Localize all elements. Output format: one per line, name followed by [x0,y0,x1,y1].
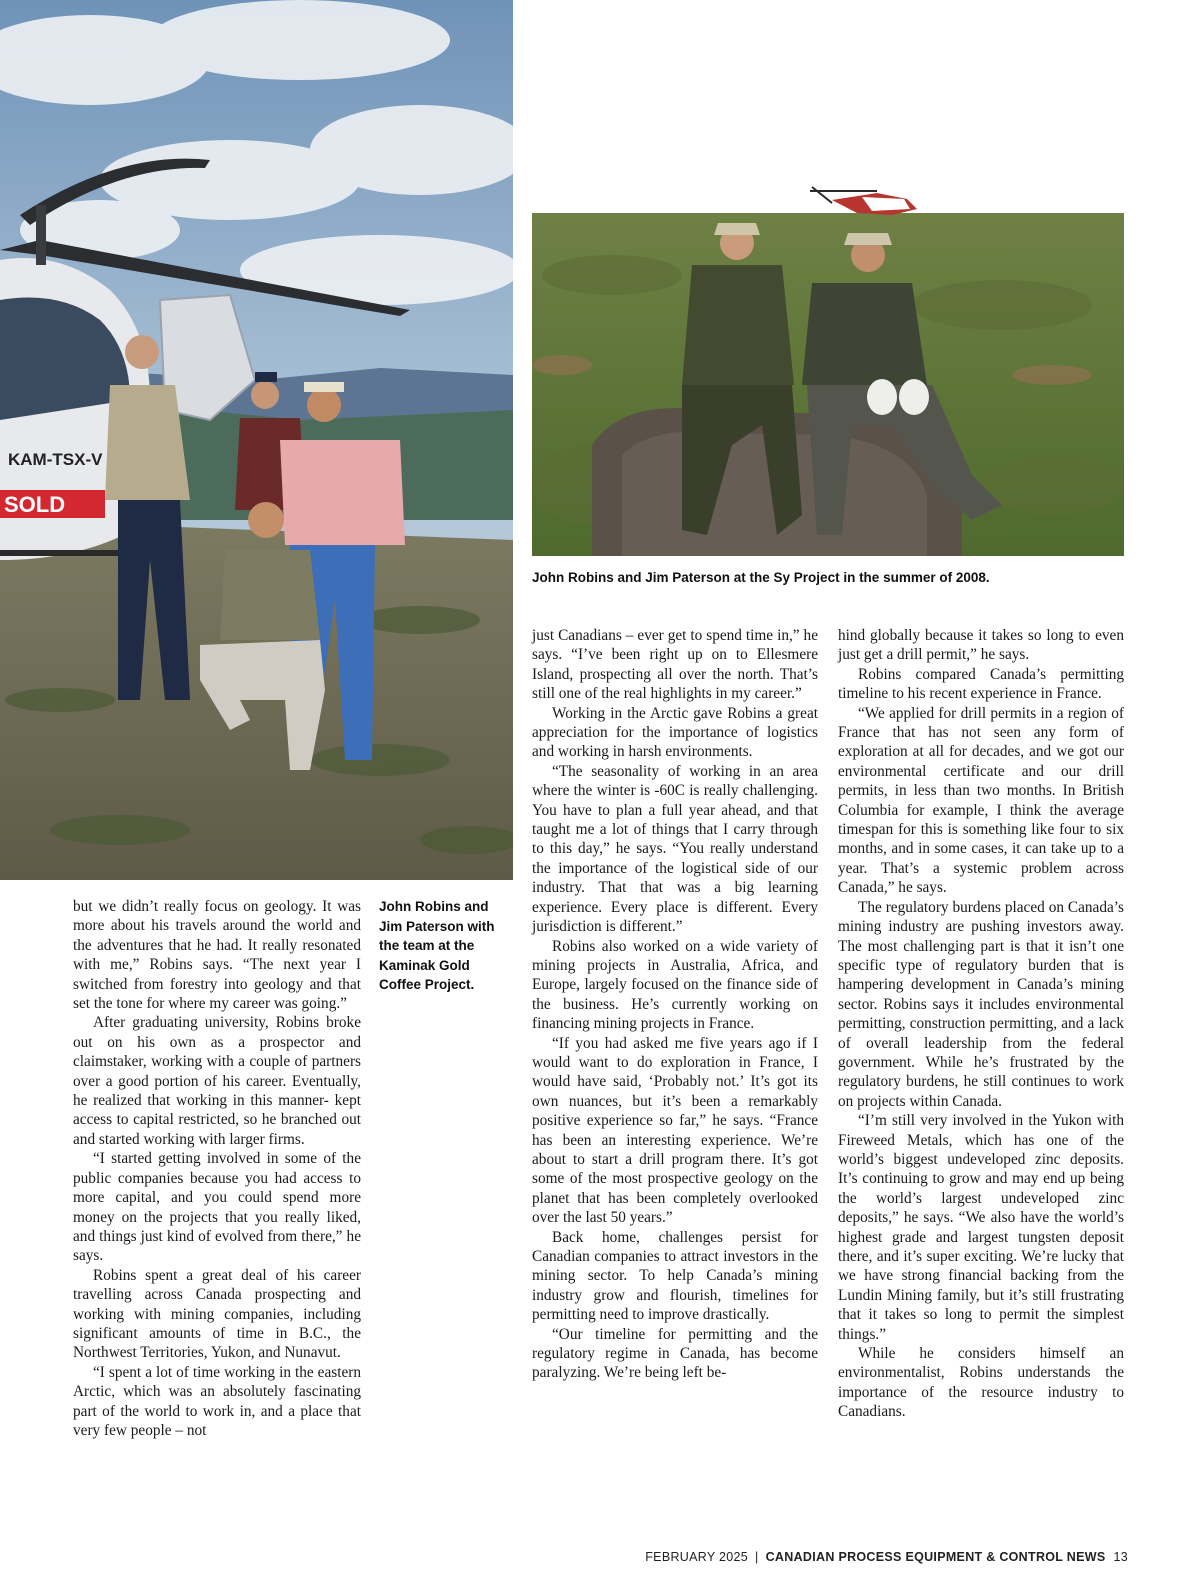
page-footer [645,1550,1128,1564]
paragraph: Robins also worked on a wide variety of mining projects in Australia, Africa, and Europe, largely focused on the finance side of the business. He’s currently working on financing mining projects in France. [532,937,818,1033]
paragraph: but we didn’t really focus on geology. It was more about his travels around the world and the adventures that he had. It really resonated with me,” Robins says. “The next year I switched from forestry into geology and that set the tone for where my career was going.” [73,898,361,1013]
article-column-2 [532,626,818,1383]
paragraph: Robins compared Canada’s permitting timeline to his recent experience in France. [838,665,1124,703]
photo-sy-project-graphic [532,185,1124,556]
paragraph: The regulatory burdens placed on Canada’s mining industry are pushing investors away. The most challenging part is that it isn’t one specific type of regulatory burden that is hampering development in Canada’s mining sector. Robins says it includes environmental permitting, construction permitting, and a lack of overall leadership from the federal government. While he’s frustrated by the regulatory burdens, he still continues to work on projects within Canada. [838,898,1124,1110]
photo-caption-helicopter-team: John Robins and Jim Paterson with the team at the Kaminak Gold Coffee Project. [379,899,495,992]
article-column-3 [838,626,1124,1422]
paragraph: “I’m still very involved in the Yukon with Fireweed Metals, which has one of the world’s biggest undeveloped zinc deposits. It’s continuing to grow and may end up being the world’s largest undeveloped zinc deposits,” he says. “We also have the world’s highest grade and largest tungsten deposit there, and it’s super exciting. We’re lucky that we have strong financial backing from the Lundin Mining family, but it’s still frustrating that it takes so long to permit the simplest things.” [838,1112,1124,1343]
footer-date: FEBRUARY 2025 [645,1550,749,1564]
paragraph: Robins spent a great deal of his career travelling across Canada prospecting and working with mining companies, including significant amounts of time in B.C., the Northwest Territories, Yukon, and Nunavut. [73,1266,361,1362]
article-column-1 [73,897,361,1440]
helicopter-registration: KAM-TSX-V [8,450,103,469]
paragraph: just Canadians – ever get to spend time in,” he says. “I’ve been right up on to Ellesmere Island, prospecting all over the north. That’s still one of the real highlights in my career.” [532,627,818,703]
paragraph: “I spent a lot of time working in the eastern Arctic, which was an absolutely fascinating part of the world to work in, and a place that very few people – not [73,1363,361,1439]
paragraph: “Our timeline for permitting and the regulatory regime in Canada, has become paralyzing. We’re being left be- [532,1325,818,1382]
paragraph: Working in the Arctic gave Robins a great appreciation for the importance of logistics and working in harsh environments. [532,704,818,761]
paragraph: After graduating university, Robins broke out on his own as a prospector and claimstaker, working with a couple of partners over a good portion of his career. Eventually, he realized that working in this manner- kept access to capital restricted, so he branched out and started working with larger firms. [73,1014,361,1148]
paragraph: “I started getting involved in some of the public companies because you had access to more capital, and you could spend more money on the projects that you really liked, and things just kind of evolved from there,” he says. [73,1150,361,1265]
page-number: 13 [1113,1550,1128,1564]
paragraph: “We applied for drill permits in a region of France that has not seen any form of exploration at all for decades, and we got our environmental certificate and our drill permits, in less than two months. In British Columbia for example, I think the average timespan for this is something like four to six months, and in some cases, it can take up to a year. That’s a systemic problem across Canada,” he says. [838,704,1124,897]
paragraph: While he considers himself an environmentalist, Robins understands the importance of the resource industry to Canadians. [838,1345,1124,1421]
photo-helicopter-team [0,0,513,880]
footer-separator: | [755,1550,759,1564]
sold-sign-text: SOLD [4,492,66,517]
paragraph: Back home, challenges persist for Canadian companies to attract investors in the mining sector. To help Canada’s mining industry grow and flourish, timelines for permitting need to improve drastically. [532,1228,818,1324]
paragraph: “The seasonality of working in an area where the winter is -60C is really challenging. You have to plan a full year ahead, and that taught me a lot of things that I carry through to this day,” he says. “You really understand the importance of the logistical side of our industry. That that was a big learning experience. Every place is different. Every jurisdiction is different.” [532,762,818,936]
paragraph: “If you had asked me five years ago if I would want to do exploration in France, I would have said, ‘Probably not.’ It’s got its own nuances, but it’s been a remarkably positive experience so far,” he says. “France has been an interesting experience. We’re about to start a drill program there. It’s got some of the most prospective geology on the planet that has been completely overlooked over the last 50 years.” [532,1034,818,1227]
photo-caption-sy-project: John Robins and Jim Paterson at the Sy Project in the summer of 2008. [532,570,990,585]
photo-helicopter-team-graphic [0,0,513,880]
paragraph: hind globally because it takes so long to even just get a drill permit,” he says. [838,627,1124,664]
photo-sy-project [532,185,1124,556]
footer-publication: CANADIAN PROCESS EQUIPMENT & CONTROL NEWS [765,1550,1106,1564]
